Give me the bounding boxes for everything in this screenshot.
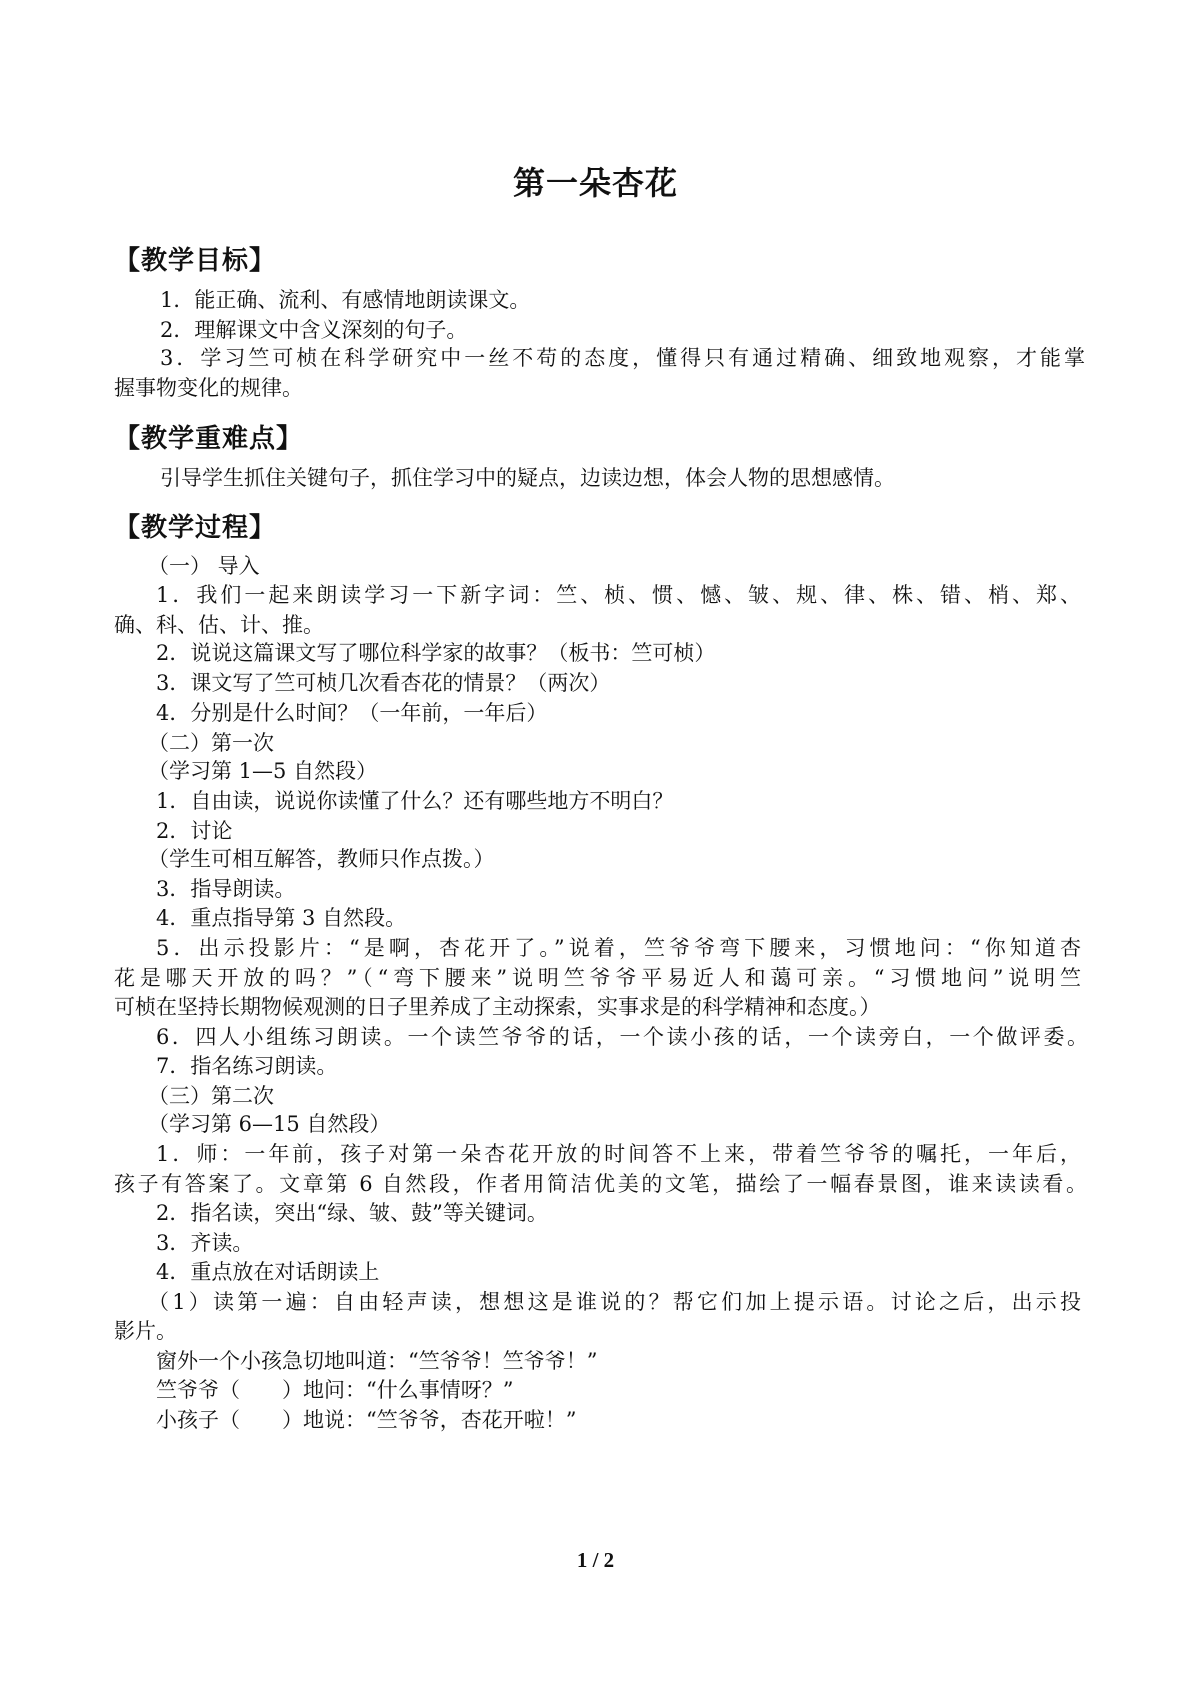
objective-item: 1．能正确、流利、有感情地朗读课文。 [160, 288, 531, 312]
process-line: 3．齐读。 [156, 1231, 254, 1255]
dialogue-line: 小孩子（ ）地说：“竺爷爷，杏花开啦！” [156, 1408, 577, 1432]
process-line: 3．课文写了竺可桢几次看杏花的情景？（两次） [156, 671, 611, 695]
process-line: 2．指名读，突出“绿、皱、鼓”等关键词。 [156, 1201, 548, 1225]
objective-item: 握事物变化的规律。 [114, 376, 303, 400]
process-line: （学习第 1—5 自然段） [148, 759, 378, 783]
process-line: 花是哪天开放的吗？”（“弯下腰来”说明竺爷爷平易近人和蔼可亲。“习惯地问”说明竺 [114, 966, 1081, 990]
process-line: （学习第 6—15 自然段） [148, 1112, 391, 1136]
process-line: 7．指名练习朗读。 [156, 1054, 338, 1078]
objective-item: 2．理解课文中含义深刻的句子。 [160, 318, 468, 342]
process-line: 5．出示投影片：“是啊，杏花开了。”说着，竺爷爷弯下腰来，习惯地问：“你知道杏 [156, 936, 1081, 960]
dialogue-line: 竺爷爷（ ）地问：“什么事情呀？” [156, 1378, 514, 1402]
heading-process: 【教学过程】 [114, 513, 277, 543]
process-line: （1）读第一遍：自由轻声读，想想这是谁说的？帮它们加上提示语。讨论之后，出示投 [148, 1290, 1081, 1314]
keypoints-text: 引导学生抓住关键句子，抓住学习中的疑点，边读边想，体会人物的思想感情。 [160, 466, 895, 490]
process-line: 可桢在坚持长期物候观测的日子里养成了主动探索，实事求是的科学精神和态度。） [114, 995, 881, 1019]
process-line: 2．讨论 [156, 819, 233, 843]
heading-keypoints: 【教学重难点】 [114, 424, 304, 454]
page-title: 第一朵杏花 [512, 164, 678, 202]
process-line: 4．重点指导第 3 自然段。 [156, 906, 407, 930]
dialogue-line: 窗外一个小孩急切地叫道：“竺爷爷！竺爷爷！” [156, 1349, 598, 1373]
heading-objectives: 【教学目标】 [114, 246, 277, 276]
process-line: 3．指导朗读。 [156, 877, 296, 901]
page-number: 1 / 2 [576, 1548, 615, 1572]
section-title: （一） 导入 [148, 554, 260, 578]
process-line: 1．我们一起来朗读学习一下新字词：竺、桢、惯、憾、皱、规、律、株、错、梢、郑、 [156, 583, 1081, 607]
process-line: 1．师：一年前，孩子对第一朵杏花开放的时间答不上来，带着竺爷爷的嘱托，一年后， [156, 1142, 1081, 1166]
process-line: 确、科、估、计、推。 [114, 613, 324, 637]
objective-item: 3．学习竺可桢在科学研究中一丝不苟的态度，懂得只有通过精确、细致地观察，才能掌 [160, 346, 1085, 370]
section-title: （三）第二次 [148, 1084, 274, 1108]
process-line: 影片。 [114, 1319, 177, 1343]
process-line: 1．自由读，说说你读懂了什么？还有哪些地方不明白？ [156, 789, 674, 813]
section-title: （二）第一次 [148, 731, 274, 755]
process-line: 4．分别是什么时间？（一年前，一年后） [156, 701, 548, 725]
process-line: 6．四人小组练习朗读。一个读竺爷爷的话，一个读小孩的话，一个读旁白，一个做评委。 [156, 1025, 1088, 1049]
process-line: 4．重点放在对话朗读上 [156, 1260, 380, 1284]
process-line: （学生可相互解答，教师只作点拨。） [148, 847, 495, 871]
process-line: 孩子有答案了。文章第 6 自然段，作者用简洁优美的文笔，描绘了一幅春景图，谁来读读看。 [114, 1172, 1087, 1196]
process-line: 2．说说这篇课文写了哪位科学家的故事？（板书：竺可桢） [156, 641, 716, 665]
